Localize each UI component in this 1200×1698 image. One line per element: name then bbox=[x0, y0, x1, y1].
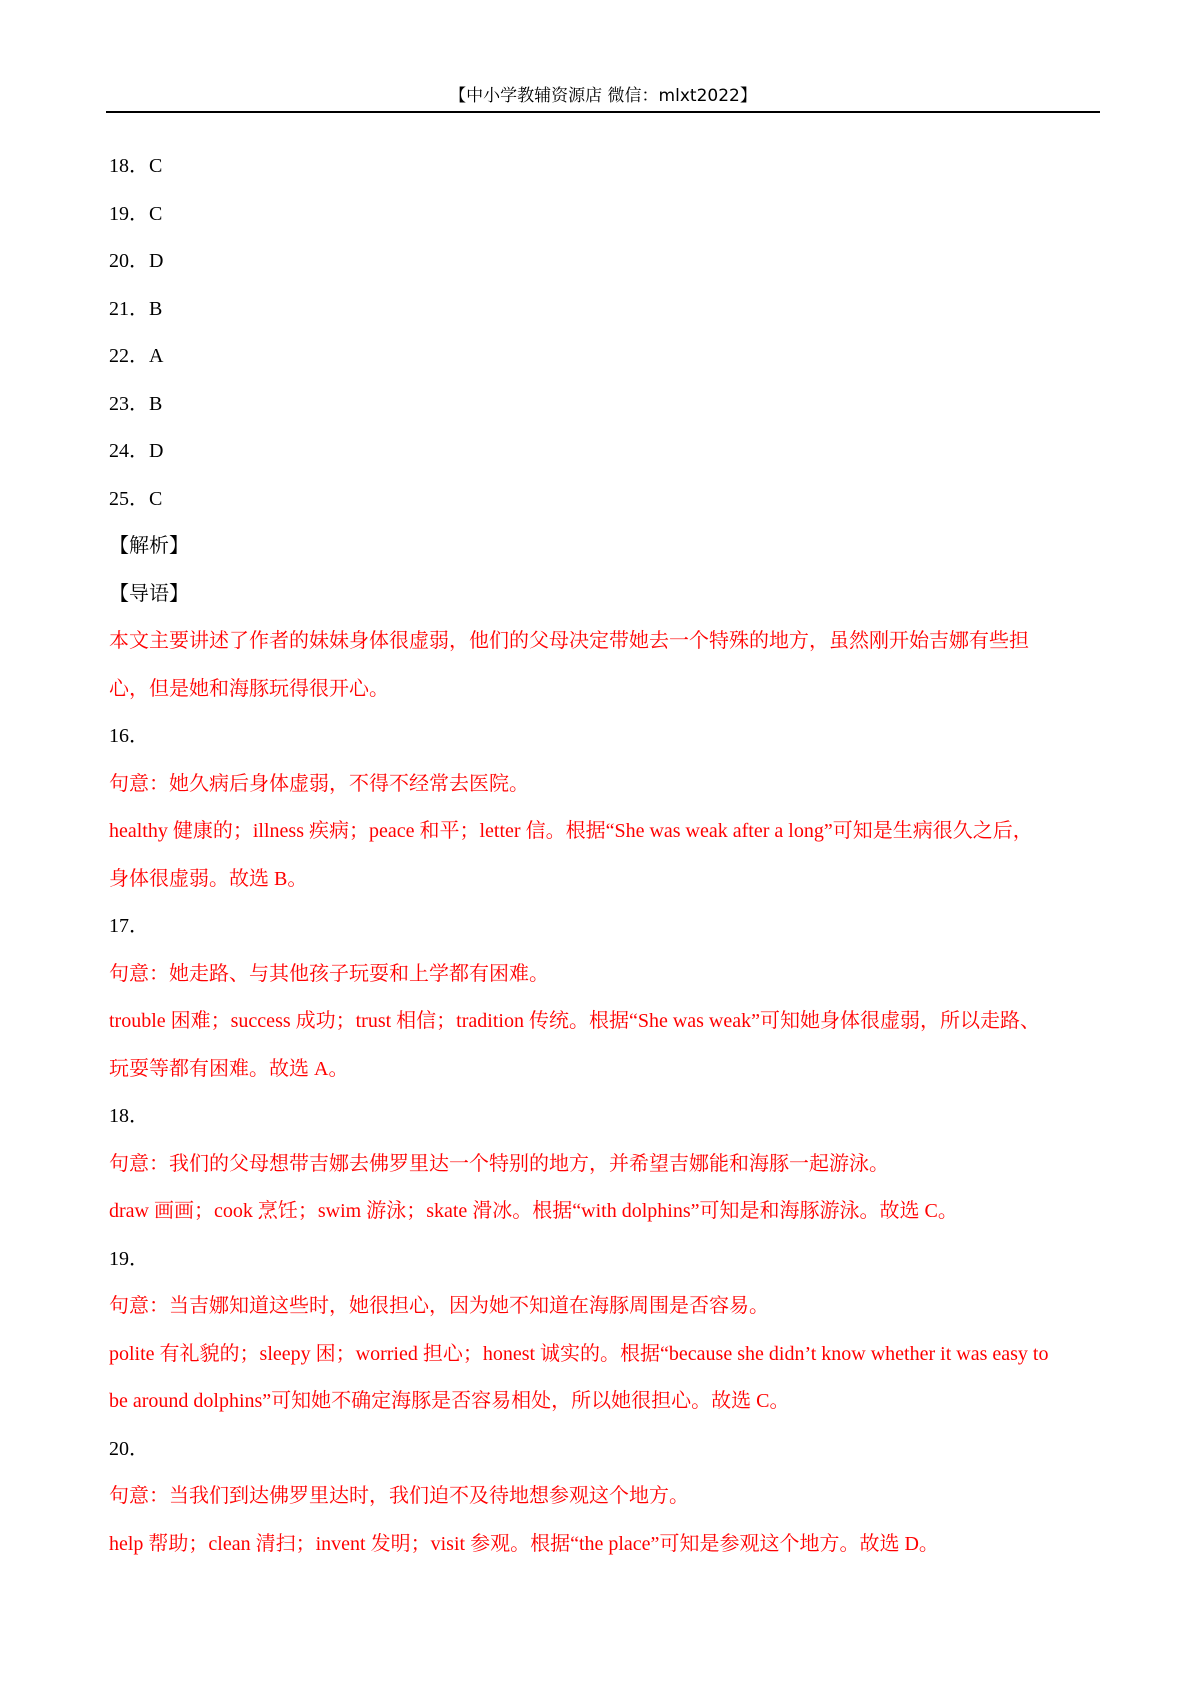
answer-19: 19．C bbox=[109, 202, 163, 225]
answer-22: 22．A bbox=[109, 345, 164, 367]
question-19-explanation-line-1: polite 有礼貌的；sleepy 困；worried 担心；honest 诚实的。根据“because she didn’t know whether it was easy to bbox=[109, 1342, 1049, 1365]
question-20-number: 20． bbox=[109, 1437, 149, 1460]
question-17-number: 17． bbox=[109, 915, 149, 937]
intro-text-line-1: 本文主要讲述了作者的妹妹身体很虚弱，他们的父母决定带她去一个特殊的地方，虽然刚开始吉娜有些担 bbox=[109, 630, 1029, 652]
document-body bbox=[109, 143, 1099, 1568]
question-19-meaning: 句意：当吉娜知道这些时，她很担心，因为她不知道在海豚周围是否容易。 bbox=[109, 1295, 769, 1317]
answer-18: 18．C bbox=[109, 155, 163, 177]
question-16-explanation-line-1: healthy 健康的；illness 疾病；peace 和平；letter 信。根据“She was weak after a long”可知是生病很久之后， bbox=[109, 820, 1033, 842]
question-20-meaning: 句意：当我们到达佛罗里达时，我们迫不及待地想参观这个地方。 bbox=[109, 1485, 689, 1507]
question-18-number: 18． bbox=[109, 1105, 149, 1127]
page-header: 【中小学教辅资源店 微信：mlxt2022】 bbox=[449, 86, 757, 106]
question-16-explanation-line-2: 身体很虚弱。故选 B。 bbox=[109, 867, 308, 890]
question-16-number: 16． bbox=[109, 725, 149, 747]
question-18-meaning: 句意：我们的父母想带吉娜去佛罗里达一个特别的地方，并希望吉娜能和海豚一起游泳。 bbox=[109, 1152, 889, 1175]
intro-heading: 【导语】 bbox=[109, 582, 189, 605]
question-18-explanation: draw 画画；cook 烹饪；swim 游泳；skate 滑冰。根据“with dolphins”可知是和海豚游泳。故选 C。 bbox=[109, 1200, 958, 1222]
question-19-number: 19． bbox=[109, 1247, 149, 1270]
answer-25: 25．C bbox=[109, 487, 163, 510]
answer-24: 24．D bbox=[109, 440, 164, 462]
answer-21: 21．B bbox=[109, 297, 163, 320]
question-19-explanation-line-2: be around dolphins”可知她不确定海豚是否容易相处，所以她很担心。故选 C。 bbox=[109, 1390, 790, 1412]
question-16-meaning: 句意：她久病后身体虚弱，不得不经常去医院。 bbox=[109, 772, 529, 795]
header-divider bbox=[106, 111, 1100, 113]
question-17-meaning: 句意：她走路、与其他孩子玩耍和上学都有困难。 bbox=[109, 962, 549, 985]
intro-text-line-2: 心，但是她和海豚玩得很开心。 bbox=[109, 677, 389, 700]
answer-20: 20．D bbox=[109, 250, 164, 272]
question-17-explanation-line-2: 玩耍等都有困难。故选 A。 bbox=[109, 1057, 349, 1080]
question-17-explanation-line-1: trouble 困难；success 成功；trust 相信；tradition 传统。根据“She was weak”可知她身体很虚弱，所以走路、 bbox=[109, 1010, 1041, 1032]
question-20-explanation: help 帮助；clean 清扫；invent 发明；visit 参观。根据“the place”可知是参观这个地方。故选 D。 bbox=[109, 1532, 939, 1555]
answer-23: 23．B bbox=[109, 392, 163, 415]
analysis-heading: 【解析】 bbox=[109, 535, 189, 557]
